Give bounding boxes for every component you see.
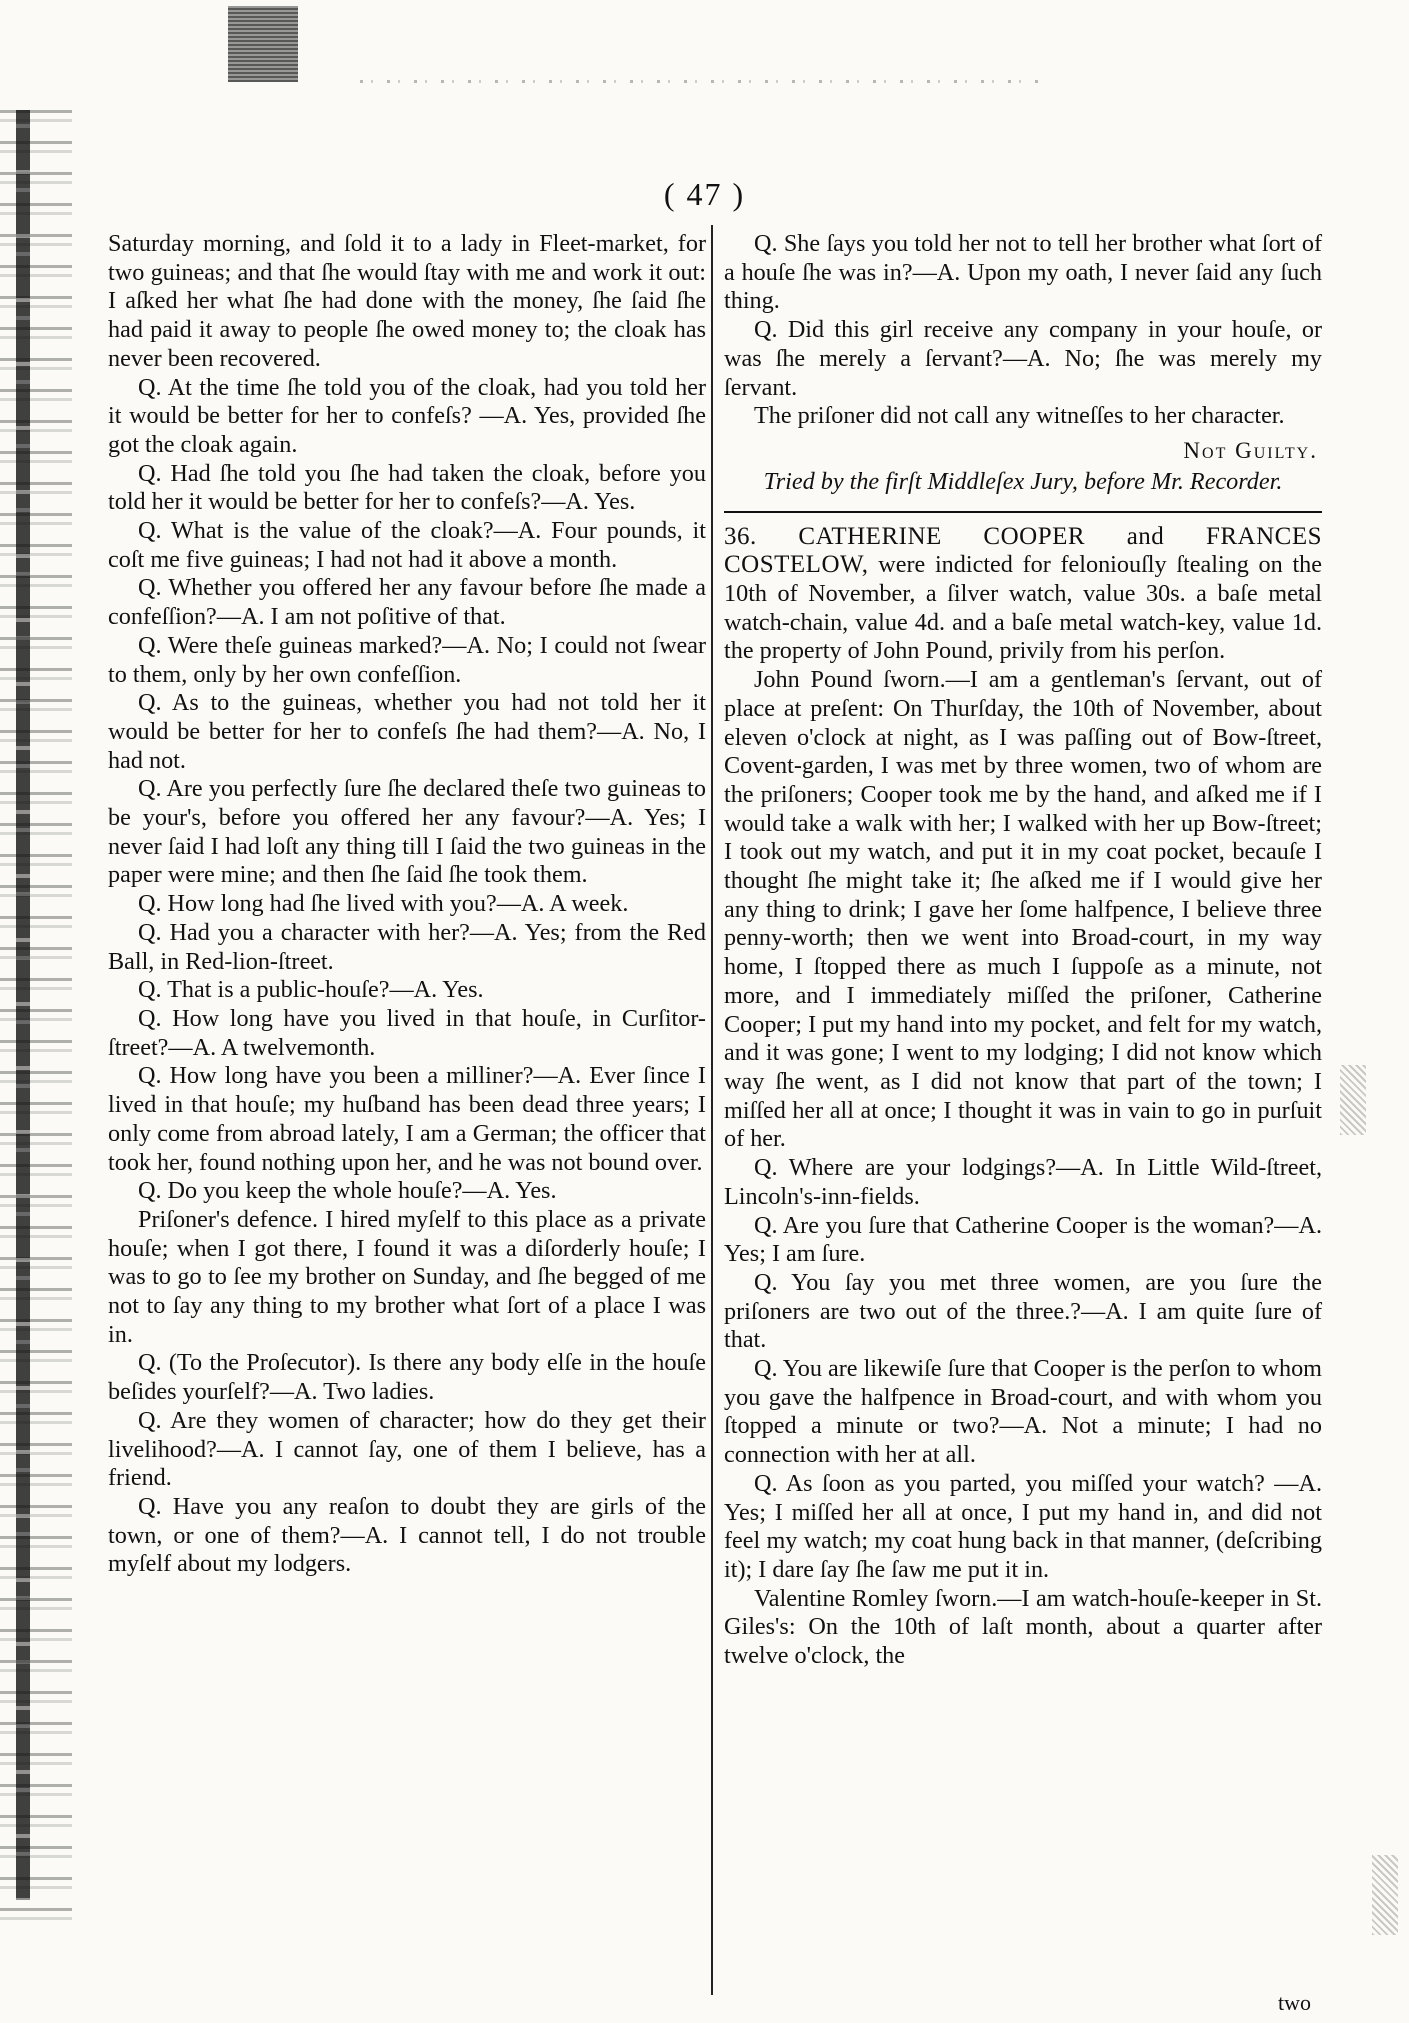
paragraph: Q. As ſoon as you parted, you miſſed your watch? —A. Yes; I miſſed her all at once, I put my hand in, and did not feel my watch; my coat hung back in that manner, (deſcribing it); I dare ſay ſhe ſaw me put it in. (724, 1469, 1322, 1583)
paragraph: Priſoner's defence. I hired myſelf to this place as a private houſe; when I got there, I found it was a diſorderly houſe; I was to go to ſee my brother on Sunday, and ſhe begged of me not to ſay any thing to my brother what ſort of a place I was in. (108, 1205, 706, 1348)
verdict: Not Guilty. (1183, 437, 1318, 463)
case-defendants: 36. CATHERINE COOPER and FRANCES COSTELOW, (724, 522, 1322, 579)
paragraph: Q. Whether you offered her any favour before ſhe made a confeſſion?—A. I am not poſitive of that. (108, 574, 706, 631)
page-number: ( 47 ) (663, 176, 746, 212)
scan-noise-mark (1340, 1065, 1366, 1135)
paragraph: Q. You ſay you met three women, are you ſure the priſoners are two out of the three.?—A. I am quite ſure of that. (724, 1268, 1322, 1354)
paragraph: Q. What is the value of the cloak?—A. Four pounds, it coſt me five guineas; I had not had it above a month. (108, 517, 706, 573)
paragraph: Q. Had ſhe told you ſhe had taken the cloak, before you told her it would be better for her to confeſs?—A. Yes. (108, 459, 706, 516)
paragraph: Q. Were theſe guineas marked?—A. No; I could not ſwear to them, only by her own confeſſion. (108, 631, 706, 688)
paragraph: John Pound ſworn.—I am a gentleman's ſervant, out of place at preſent: On Thurſday, the 10th of November, about eleven o'clock at night, as I was paſſing out of Bow-ſtreet, Covent-garden, I was met by three women, two of whom are the priſoners; Cooper took me by the hand, and aſked me if I would take a walk with her; I walked with her up Bow-ſtreet; I took out my watch, and put it in my coat pocket, becauſe I thought ſhe might take it; ſhe aſked me if I would give her any thing to drink; I gave her ſome halfpence, I believe three penny-worth; then we went into Broad-court, in my way home, I ſtopped there as much I ſuppoſe as a minute, not more, and I immediately miſſed the priſoner, Catherine Cooper; I put my hand into my pocket, and felt for my watch, and it was gone; I went to my lodging; I did not know which way ſhe went, as I did not know that part of the town; I miſſed her all at once; I thought it was in vain to go in purſuit of her. (724, 666, 1322, 1153)
paragraph: Q. Are you perfectly ſure ſhe declared theſe two guineas to be your's, before you offered her any favour?—A. Yes; I never ſaid I had loſt any thing till I ſaid the two guineas in the paper were mine; and then ſhe ſaid ſhe took them. (108, 775, 706, 889)
paragraph: Q. You are likewiſe ſure that Cooper is the perſon to whom you gave the halfpence in Broad-court, and with whom you ſtopped a minute or two?—A. Not a minute; I had no connection with her at all. (724, 1355, 1322, 1469)
paragraph: Q. How long have you been a milliner?—A. Ever ſince I lived in that houſe; my huſband has been dead three years; I only come from abroad lately, I am a German; the officer that took her, found nothing upon her, and he was not bound over. (108, 1062, 706, 1176)
paragraph: Q. Are you ſure that Catherine Cooper is the woman?—A. Yes; I am ſure. (724, 1211, 1322, 1268)
paragraph: Q. Did this girl receive any company in your houſe, or was ſhe merely a ſervant?—A. No; ſhe was merely my ſervant. (724, 316, 1322, 401)
paragraph: Saturday morning, and ſold it to a lady in Fleet-market, for two guineas; and that ſhe would ſtay with me and work it out: I aſked her what ſhe had done with the money, ſhe ſaid ſhe had paid it away to people ſhe owed money to; the cloak has never been recovered. (108, 230, 706, 372)
paragraph: Q. How long had ſhe lived with you?—A. A week. (138, 890, 629, 918)
binding-shadow (0, 110, 72, 1930)
paragraph: Q. How long have you lived in that houſe, in Curſitor-ſtreet?—A. A twelvemonth. (108, 1004, 706, 1061)
scan-noise-mark (1372, 1855, 1398, 1935)
case-heading (724, 523, 1322, 667)
library-stamp (228, 6, 298, 82)
binding-edge (16, 110, 30, 1900)
case-indictment: were indicted for feloniouſly ſtealing on the 10th of November, a ſilver watch, value 30s. a baſe metal watch-chain, value 4d. and a baſe metal watch-key, value 1d. the property of John Pound, privily from his perſon. (724, 551, 1322, 665)
paragraph: Q. Had you a character with her?—A. Yes; from the Red Ball, in Red-lion-ſtreet. (108, 918, 706, 975)
right-column (724, 230, 1322, 1671)
section-rule (724, 511, 1322, 513)
paragraph: Q. She ſays you told her not to tell her brother what ſort of a houſe ſhe was in?—A. Upon my oath, I never ſaid any ſuch thing. (724, 230, 1322, 315)
paragraph: Q. Have you any reaſon to doubt they are girls of the town, or one of them?—A. I cannot tell, I do not trouble myſelf about my lodgers. (108, 1492, 706, 1578)
paragraph: The priſoner did not call any witneſſes to her character. (754, 402, 1285, 430)
paragraph: Valentine Romley ſworn.—I am watch-houſe-keeper in St. Giles's: On the 10th of laſt month, about a quarter after twelve o'clock, the (724, 1584, 1322, 1670)
paragraph: Q. As to the guineas, whether you had not told her it would be better for her to confeſs ſhe had them?—A. No, I had not. (108, 689, 706, 774)
catchword: two (1278, 1990, 1311, 2015)
paragraph: Q. Do you keep the whole houſe?—A. Yes. (138, 1177, 557, 1205)
left-column (108, 230, 706, 1579)
paragraph: Q. That is a public-houſe?—A. Yes. (138, 976, 484, 1004)
paragraph: Q. Where are your lodgings?—A. In Little Wild-ſtreet, Lincoln's-inn-fields. (724, 1154, 1322, 1210)
tried-by-note: Tried by the firſt Middleſex Jury, before Mr. Recorder. (763, 467, 1283, 495)
paragraph: Q. At the time ſhe told you of the cloak, had you told her it would be better for her to confeſs? —A. Yes, provided ſhe got the cloak again. (108, 373, 706, 458)
print-speckle (360, 80, 1040, 83)
paragraph: Q. Are they women of character; how do they get their livelihood?—A. I cannot ſay, one of them I believe, has a friend. (108, 1406, 706, 1492)
paragraph: Q. (To the Proſecutor). Is there any body elſe in the houſe beſides yourſelf?—A. Two ladies. (108, 1349, 706, 1406)
column-divider (711, 225, 713, 1995)
